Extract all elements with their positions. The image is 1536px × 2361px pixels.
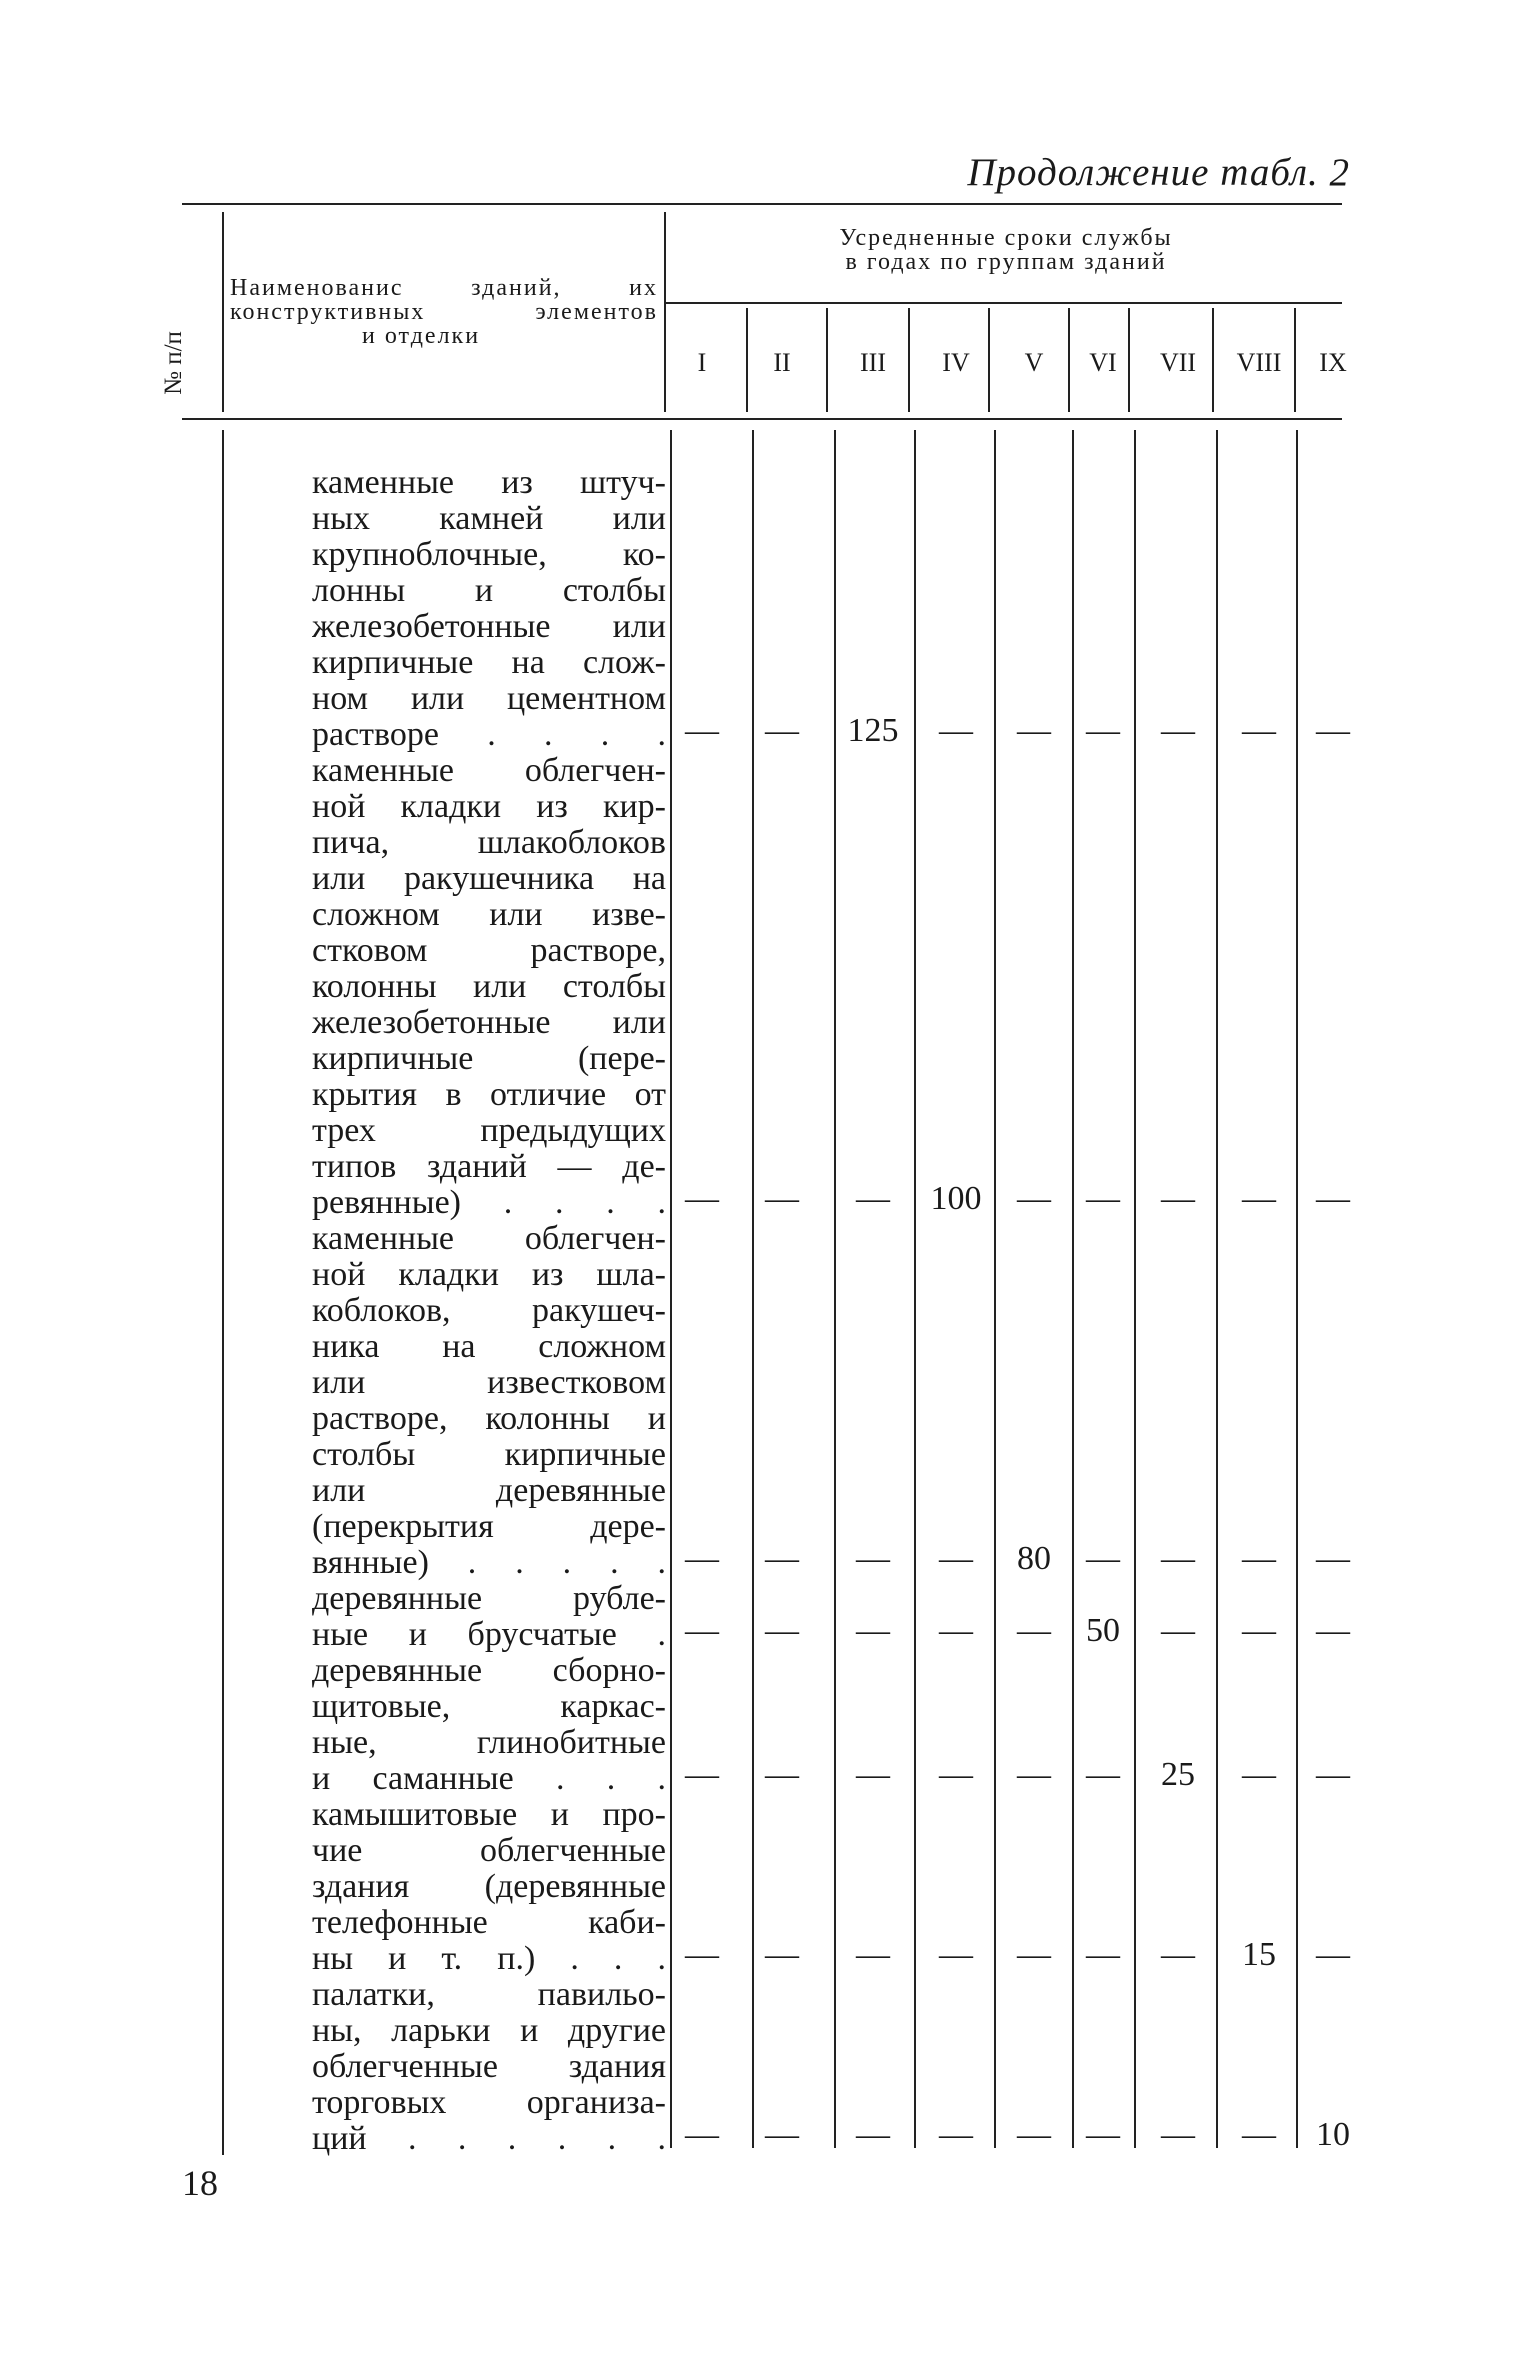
group-header-7: VII — [1159, 348, 1197, 377]
description-line: ны и т. п.) . . . — [312, 1941, 666, 1977]
table-cell: — — [685, 1936, 719, 1973]
table-cell: 50 — [1086, 1612, 1120, 1649]
description-line: пича, шлакоблоков — [312, 825, 666, 861]
table-cell: — — [1316, 1756, 1350, 1793]
header-group-sep-3 — [908, 308, 910, 412]
body-group-sep-4 — [994, 430, 996, 2148]
description-line: стковом растворе, — [312, 933, 666, 969]
table-cell: — — [1161, 1540, 1195, 1577]
name-header-line-3: и отделки — [362, 323, 481, 349]
description-line: чие облегченные — [312, 1833, 666, 1869]
table-cell: — — [1086, 1936, 1120, 1973]
table-cell: — — [856, 1180, 890, 1217]
table-cell: — — [939, 2116, 973, 2153]
page-number: 18 — [182, 2163, 218, 2203]
table-top-rule — [182, 203, 1342, 205]
table-cell: 10 — [1316, 2116, 1350, 2153]
table-cell: — — [765, 1540, 799, 1577]
description-line: ций . . . . . . — [312, 2121, 666, 2157]
description-line: деревянные рубле- — [312, 1581, 666, 1617]
group-title-rule — [666, 302, 1342, 304]
table-row-description — [312, 1581, 666, 1653]
description-line: столбы кирпичные — [312, 1437, 666, 1473]
description-line: ные и брусчатые . — [312, 1617, 666, 1653]
body-group-sep-3 — [914, 430, 916, 2148]
table-cell: — — [1242, 1612, 1276, 1649]
name-column-header — [230, 276, 658, 348]
description-line: растворе . . . . — [312, 717, 666, 753]
table-cell: — — [765, 1936, 799, 1973]
table-cell: — — [856, 1540, 890, 1577]
description-line: камышитовые и про- — [312, 1797, 666, 1833]
group-header-2: II — [773, 348, 791, 377]
table-cell: — — [685, 1180, 719, 1217]
table-cell: — — [1242, 2116, 1276, 2153]
table-row-description — [312, 1977, 666, 2157]
table-cell: — — [1316, 1612, 1350, 1649]
description-line: или деревянные — [312, 1473, 666, 1509]
description-line: ные, глинобитные — [312, 1725, 666, 1761]
table-cell: — — [685, 712, 719, 749]
table-cell: — — [1086, 712, 1120, 749]
table-row-description — [312, 1653, 666, 1797]
table-cell: — — [1316, 1540, 1350, 1577]
table-cell: — — [1161, 1180, 1195, 1217]
description-line: растворе, колонны и — [312, 1401, 666, 1437]
table-cell: — — [1161, 712, 1195, 749]
table-row-description — [312, 753, 666, 1221]
table-cell: — — [685, 1540, 719, 1577]
header-col-sep-2 — [664, 212, 666, 412]
group-header-4: IV — [942, 348, 970, 377]
description-line: или известковом — [312, 1365, 666, 1401]
table-cell: — — [1316, 1936, 1350, 1973]
table-cell: — — [939, 712, 973, 749]
group-title-header — [672, 226, 1340, 274]
table-cell: — — [765, 712, 799, 749]
group-header-6: VI — [1089, 348, 1117, 377]
description-line: каменные облегчен- — [312, 753, 666, 789]
table-cell: — — [685, 1612, 719, 1649]
table-cell: — — [856, 1612, 890, 1649]
table-cell: — — [1017, 1612, 1051, 1649]
description-line: или ракушечника на — [312, 861, 666, 897]
description-line: крупноблочные, ко- — [312, 537, 666, 573]
body-desc-border — [670, 430, 672, 2148]
header-bottom-rule — [182, 418, 1342, 420]
body-left-border — [222, 430, 224, 2155]
table-cell: — — [1242, 1756, 1276, 1793]
table-cell: — — [1017, 1936, 1051, 1973]
description-line: ной кладки из кир- — [312, 789, 666, 825]
body-group-sep-5 — [1072, 430, 1074, 2148]
table-cell: — — [1086, 1756, 1120, 1793]
table-cell: 100 — [930, 1180, 982, 1217]
description-line: ном или цементном — [312, 681, 666, 717]
table-cell: 25 — [1161, 1756, 1195, 1793]
table-cell: — — [1316, 1180, 1350, 1217]
group-title-line-1: Усредненные сроки службы — [839, 225, 1173, 251]
group-header-3: III — [860, 348, 886, 377]
description-line: щитовые, каркас- — [312, 1689, 666, 1725]
group-header-5: V — [1024, 348, 1044, 377]
body-group-sep-2 — [834, 430, 836, 2148]
header-col-sep-1 — [222, 212, 224, 412]
description-line: ной кладки из шла- — [312, 1257, 666, 1293]
table-caption: Продолжение табл. 2 — [967, 151, 1350, 194]
table-cell: — — [939, 1612, 973, 1649]
table-cell: — — [1017, 1756, 1051, 1793]
description-line: каменные облегчен- — [312, 1221, 666, 1257]
description-line: каменные из штуч- — [312, 465, 666, 501]
group-header-1: I — [697, 348, 707, 377]
description-line: облегченные здания — [312, 2049, 666, 2085]
description-line: коблоков, ракушеч- — [312, 1293, 666, 1329]
table-cell: — — [1017, 1180, 1051, 1217]
table-cell: — — [765, 1180, 799, 1217]
table-cell: 15 — [1242, 1936, 1276, 1973]
description-line: железобетонные или — [312, 1005, 666, 1041]
table-cell: — — [939, 1756, 973, 1793]
table-cell: — — [1086, 1180, 1120, 1217]
table-cell: — — [1017, 2116, 1051, 2153]
description-line: ны, ларьки и другие — [312, 2013, 666, 2049]
name-header-line-1: Наименованис зданий, их — [230, 275, 658, 301]
body-group-sep-1 — [752, 430, 754, 2148]
table-cell: — — [1017, 712, 1051, 749]
header-group-sep-8 — [1294, 308, 1296, 412]
description-line: лонны и столбы — [312, 573, 666, 609]
table-cell: — — [856, 1936, 890, 1973]
table-cell: — — [1242, 1180, 1276, 1217]
table-cell: — — [1242, 1540, 1276, 1577]
table-cell: — — [1086, 1540, 1120, 1577]
table-cell: 80 — [1017, 1540, 1051, 1577]
table-cell: — — [939, 1936, 973, 1973]
table-cell: — — [856, 2116, 890, 2153]
table-cell: — — [939, 1540, 973, 1577]
table-cell: — — [856, 1756, 890, 1793]
description-line: кирпичные (пере- — [312, 1041, 666, 1077]
table-cell: — — [685, 1756, 719, 1793]
description-line: вянные) . . . . . — [312, 1545, 666, 1581]
table-cell: — — [685, 2116, 719, 2153]
description-line: сложном или изве- — [312, 897, 666, 933]
description-line: кирпичные на слож- — [312, 645, 666, 681]
description-line: здания (деревянные — [312, 1869, 666, 1905]
description-line: и саманные . . . — [312, 1761, 666, 1797]
body-group-sep-7 — [1216, 430, 1218, 2148]
description-line: трех предыдущих — [312, 1113, 666, 1149]
table-cell: — — [1242, 712, 1276, 749]
header-group-sep-2 — [826, 308, 828, 412]
body-group-sep-8 — [1296, 430, 1298, 2148]
description-line: ника на сложном — [312, 1329, 666, 1365]
description-line: торговых организа- — [312, 2085, 666, 2121]
table-cell: — — [1161, 1936, 1195, 1973]
description-line: железобетонные или — [312, 609, 666, 645]
header-group-sep-4 — [988, 308, 990, 412]
table-cell: — — [1086, 2116, 1120, 2153]
table-cell: — — [1316, 712, 1350, 749]
group-header-9: IX — [1319, 348, 1347, 377]
description-line: крытия в отличие от — [312, 1077, 666, 1113]
description-line: палатки, павильо- — [312, 1977, 666, 2013]
table-cell: — — [1161, 1612, 1195, 1649]
description-line: (перекрытия дере- — [312, 1509, 666, 1545]
table-cell: — — [765, 1756, 799, 1793]
header-group-sep-5 — [1068, 308, 1070, 412]
row-number-header: № п/п — [160, 331, 187, 395]
name-header-line-2: конструктивных элементов — [230, 299, 658, 325]
group-title-line-2: в годах по группам зданий — [845, 249, 1167, 275]
table-cell: — — [1161, 2116, 1195, 2153]
body-group-sep-6 — [1134, 430, 1136, 2148]
description-line: телефонные каби- — [312, 1905, 666, 1941]
table-row-description — [312, 1221, 666, 1581]
header-group-sep-7 — [1212, 308, 1214, 412]
group-header-8: VIII — [1236, 348, 1282, 377]
table-row-description — [312, 465, 666, 753]
table-cell: 125 — [847, 712, 899, 749]
header-group-sep-1 — [746, 308, 748, 412]
table-row-description — [312, 1797, 666, 1977]
description-line: ревянные) . . . . — [312, 1185, 666, 1221]
description-line: типов зданий — де- — [312, 1149, 666, 1185]
table-cell: — — [765, 1612, 799, 1649]
description-line: ных камней или — [312, 501, 666, 537]
description-line: деревянные сборно- — [312, 1653, 666, 1689]
description-line: колонны или столбы — [312, 969, 666, 1005]
table-cell: — — [765, 2116, 799, 2153]
